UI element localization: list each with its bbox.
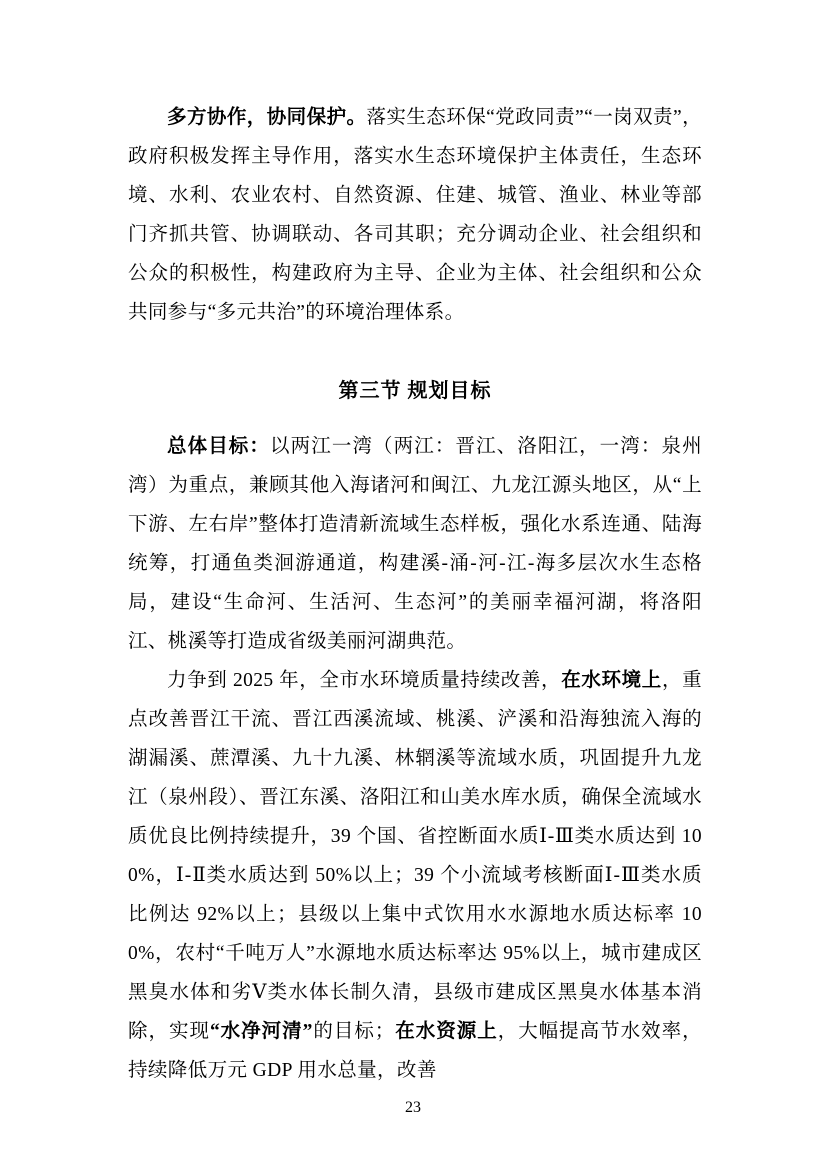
text-run-water-resources: 在水资源上	[394, 1021, 498, 1042]
text-run: ，重点改善晋江干流、晋江西溪流域、桃溪、浐溪和沿海独流入海的湖漏溪、蔗潭溪、九十九溪、林辋溪等流域水质，巩固提升九龙江（泉州段）、晋江东溪、洛阳江和山美水库水质，确保全流域水质优良比例持续提升，39 个国、省控断面水质Ⅰ-Ⅲ类水质达到 100%，Ⅰ-Ⅱ类水质达到 50%以上；39 个小流域考核断面Ⅰ-Ⅲ类水质比例达 92%以上；县级以上集中式饮用水水源地水质达标率 100%，农村“千吨万人”水源地水质达标率达 95%以上，城市建成区黑臭水体和劣Ⅴ类水体长制久清，县级市建成区黑臭水体基本消除，实现	[128, 670, 702, 1042]
paragraph-overall-goal	[128, 427, 702, 661]
paragraph-lead: 多方协作，协同保护。	[167, 107, 367, 128]
text-run: 力争到 2025 年，全市水环境质量持续改善，	[167, 670, 562, 691]
text-run-water-environment: 在水环境上	[561, 670, 662, 691]
paragraph-lead: 总体目标：	[167, 436, 271, 457]
paragraph-body: 以两江一湾（两江：晋江、洛阳江，一湾：泉州湾）为重点，兼顾其他入海诸河和闽江、九龙江源头地区，从“上下游、左右岸”整体打造清新流域生态样板，强化水系连通、陆海统筹，打通鱼类洄游通道，构建溪-涌-河-江-海多层次水生态格局，建设“生命河、生活河、生态河”的美丽幸福河湖，将洛阳江、桃溪等打造成省级美丽河湖典范。	[128, 436, 702, 652]
paragraph-2025-targets	[128, 661, 702, 1090]
paragraph-body: 落实生态环保“党政同责”“一岗双责”，政府积极发挥主导作用，落实水生态环境保护主体责任，生态环境、水利、农业农村、自然资源、住建、城管、渔业、林业等部门齐抓共管、协调联动、各司其职；充分调动企业、社会组织和公众的积极性，构建政府为主导、企业为主体、社会组织和公众共同参与“多元共治”的环境治理体系。	[128, 107, 702, 323]
text-run: 的目标；	[312, 1021, 395, 1042]
section-heading: 第三节 规划目标	[338, 380, 492, 402]
page-number: 23	[405, 1099, 421, 1116]
text-run-clean-water-goal: “水净河清”	[209, 1021, 313, 1042]
text-run: ，大幅提高节水效率，持续降低万元 GDP 用水总量，改善	[128, 1021, 702, 1081]
paragraph-collaboration	[128, 98, 702, 332]
page-content	[128, 98, 702, 1090]
